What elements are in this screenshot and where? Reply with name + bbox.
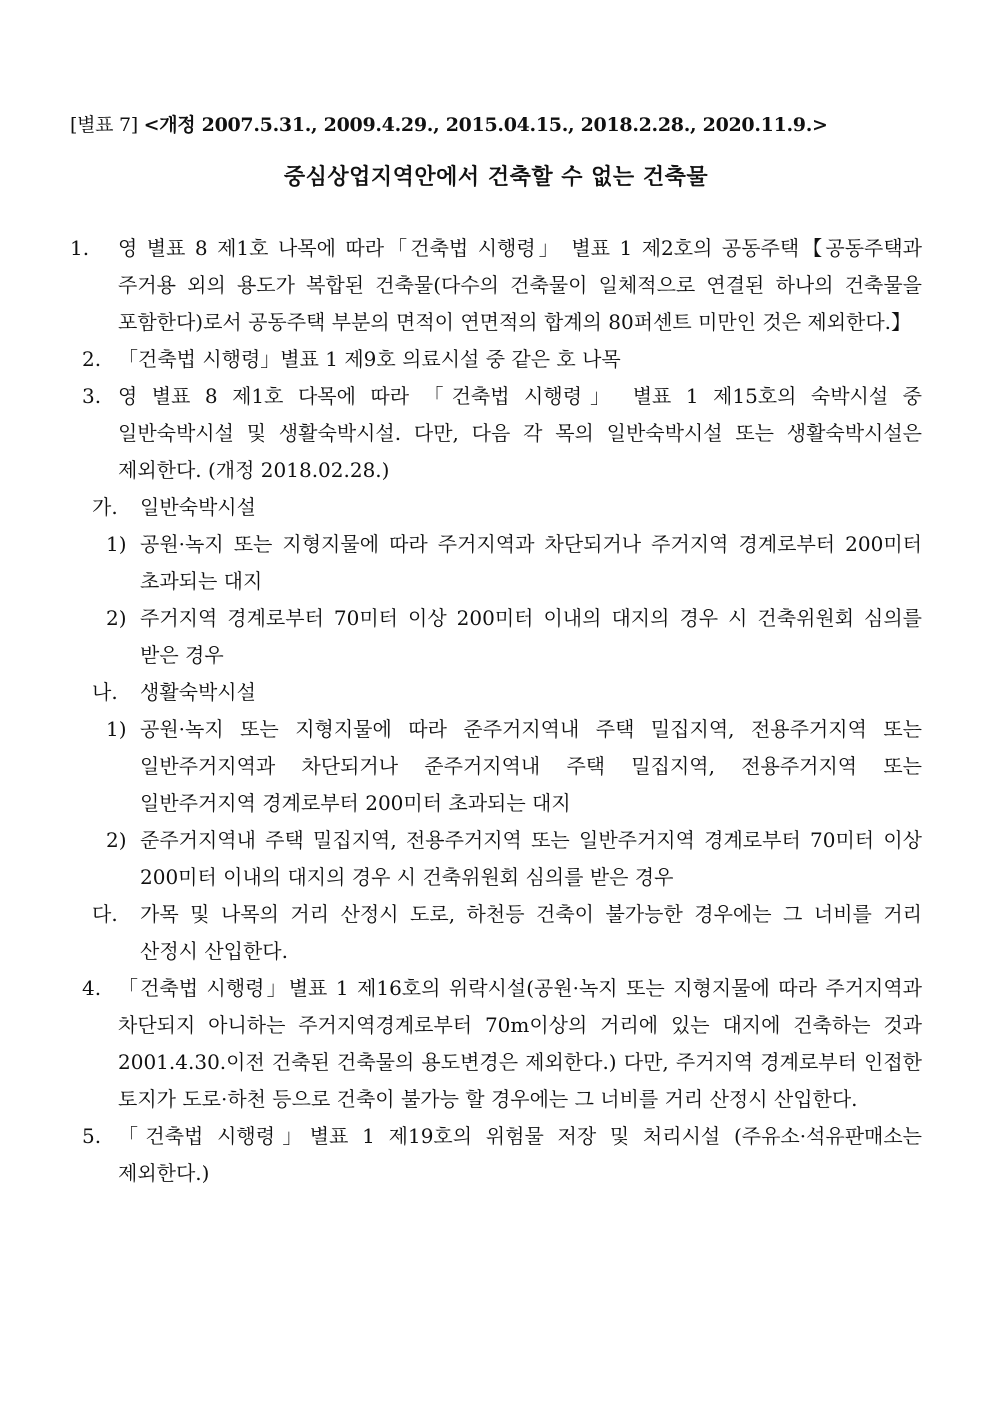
item-number: 1) (106, 717, 127, 741)
item-text: 일반숙박시설 (140, 495, 256, 519)
item-number: 다. (92, 902, 118, 926)
item-text: 공원·녹지 또는 지형지물에 따라 준주거지역내 주택 밀집지역, 전용주거지역 또는 일반주거지역과 차단되거나 준주거지역내 주택 밀집지역, 전용주거지역 또는 일반주거지역 경계로부터 200미터 초과되는 대지 (140, 717, 922, 815)
sub-item-na-2 (70, 822, 922, 896)
item-number: 3. (82, 384, 102, 408)
item-text: 준주거지역내 주택 밀집지역, 전용주거지역 또는 일반주거지역 경계로부터 70미터 이상 200미터 이내의 대지의 경우 시 건축위원회 심의를 받은 경우 (140, 828, 922, 889)
document-body (70, 230, 922, 1192)
amendment-dates: <개정 2007.5.31., 2009.4.29., 2015.04.15., 2018.2.28., 2020.11.9.> (143, 114, 828, 136)
list-item-3 (70, 378, 922, 489)
item-text: 가목 및 나목의 거리 산정시 도로, 하천등 건축이 불가능한 경우에는 그 너비를 거리 산정시 산입한다. (140, 902, 922, 963)
list-item-1 (70, 230, 922, 341)
item-text: 「건축법 시행령」별표 1 제19호의 위험물 저장 및 처리시설 (주유소·석유판매소는 제외한다.) (118, 1124, 922, 1185)
item-number: 1) (106, 532, 127, 556)
subsection-da (70, 896, 922, 970)
list-item-4 (70, 970, 922, 1118)
list-item-5 (70, 1118, 922, 1192)
sub-item-na-1 (70, 711, 922, 822)
appendix-label: [별표 7] (70, 114, 138, 136)
item-number: 나. (92, 680, 118, 704)
item-number: 2) (106, 606, 127, 630)
document-title: 중심상업지역안에서 건축할 수 없는 건축물 (283, 165, 709, 190)
item-text: 주거지역 경계로부터 70미터 이상 200미터 이내의 대지의 경우 시 건축위원회 심의를 받은 경우 (140, 606, 922, 667)
item-text: 영 별표 8 제1호 다목에 따라 「건축법 시행령」 별표 1 제15호의 숙박시설 중 일반숙박시설 및 생활숙박시설. 다만, 다음 각 목의 일반숙박시설 또는 생활숙박시설은 제외한다. (개정 2018.02.28.) (118, 384, 922, 482)
item-text: 「건축법 시행령」별표 1 제16호의 위락시설(공원·녹지 또는 지형지물에 따라 주거지역과 차단되지 아니하는 주거지역경계로부터 70m이상의 거리에 있는 대지에 건축하는 것과 2001.4.30.이전 건축된 건축물의 용도변경은 제외한다.) 다만, 주거지역 경계로부터 인접한 토지가 도로·하천 등으로 건축이 불가능 할 경우에는 그 너비를 거리 산정시 산입한다. (118, 976, 922, 1111)
item-number: 2. (82, 347, 102, 371)
subsection-na (70, 674, 922, 711)
item-text: 「건축법 시행령」별표 1 제9호 의료시설 중 같은 호 나목 (118, 347, 621, 371)
item-number: 4. (82, 976, 102, 1000)
item-number: 5. (82, 1124, 102, 1148)
item-text: 생활숙박시설 (140, 680, 256, 704)
item-number: 1. (70, 236, 90, 260)
item-number: 2) (106, 828, 127, 852)
item-number: 가. (92, 495, 118, 519)
list-item-2 (70, 341, 922, 378)
sub-item-ga-1 (70, 526, 922, 600)
item-text: 영 별표 8 제1호 나목에 따라「건축법 시행령」 별표 1 제2호의 공동주택【공동주택과 주거용 외의 용도가 복합된 건축물(다수의 건축물이 일체적으로 연결된 하나의 건축물을 포함한다)로서 공동주택 부분의 면적이 연면적의 합계의 80퍼센트 미만인 것은 제외한다.】 (118, 236, 922, 334)
subsection-ga (70, 489, 922, 526)
appendix-header (70, 110, 930, 137)
sub-item-ga-2 (70, 600, 922, 674)
item-text: 공원·녹지 또는 지형지물에 따라 주거지역과 차단되거나 주거지역 경계로부터 200미터 초과되는 대지 (140, 532, 922, 593)
